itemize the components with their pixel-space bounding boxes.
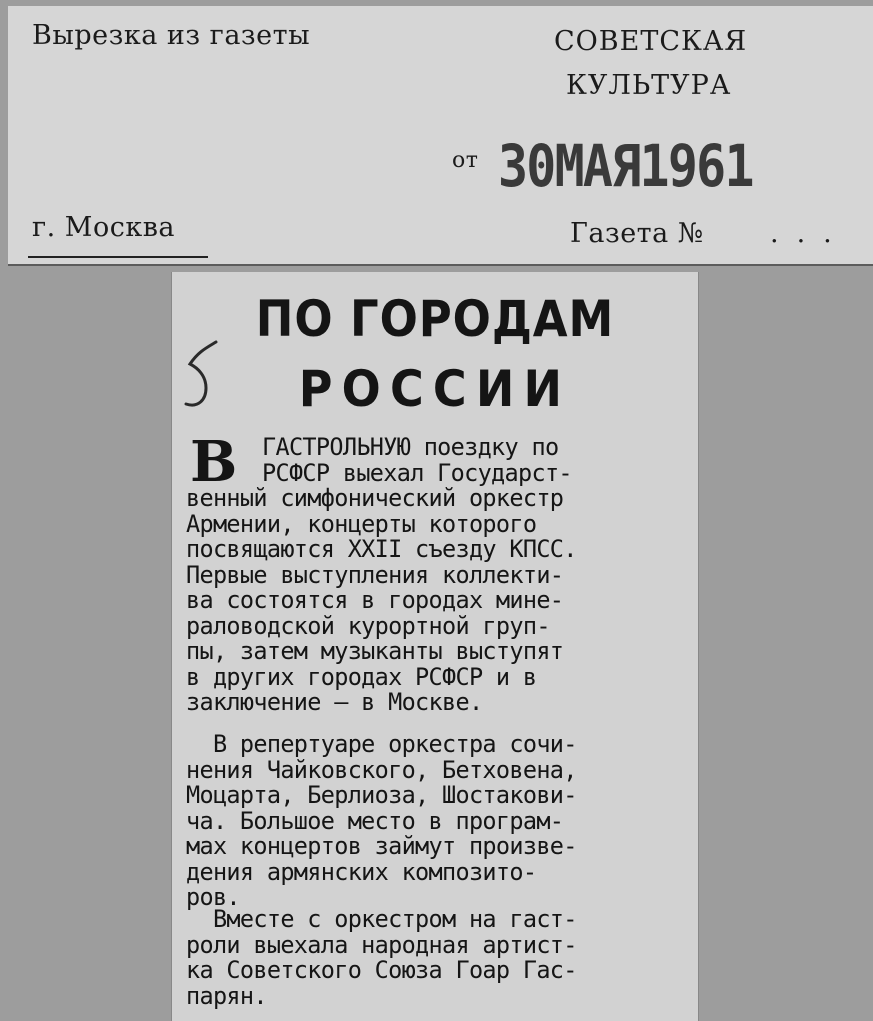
paragraph-1-opening: ГАСТРОЛЬНУЮ поездку по РСФСР выехал Государст- — [262, 433, 572, 487]
date-stamp: 30МАЯ1961 — [498, 132, 753, 200]
city-label: г. Москва — [32, 212, 176, 243]
headline-line2: РОССИИ — [298, 360, 572, 418]
source-label: Вырезка из газеты — [32, 20, 311, 51]
paragraph-2: В репертуаре оркестра сочи- нения Чайковского, Бетховена, Моцарта, Берлиоза, Шостакови- ча. Большое место в програм- мах концертов займут произве- дения армянских композито- ров. — [186, 730, 577, 911]
newspaper-name-line1: СОВЕТСКАЯ — [554, 26, 748, 57]
newspaper-name-line2: КУЛЬТУРА — [566, 70, 732, 101]
date-prefix: от — [452, 148, 479, 173]
headline-line1: ПО ГОРОДАМ — [255, 290, 615, 348]
paragraph-1: венный симфонический оркестр Армении, концерты которого посвящаются XXII съезду КПСС. Первые выступления коллекти- ва состоятся в городах мине- раловодской курортной груп- пы, затем музыканты выступят в других городах РСФСР и в заключение — в Москве. — [186, 484, 577, 716]
newspaper-clipping — [172, 272, 698, 1021]
paragraph-3: Вместе с оркестром на гаст- роли выехала народная артист- ка Советского Союза Гоар Гас- парян. — [186, 905, 577, 1010]
issue-number-dots: ... — [770, 218, 850, 249]
issue-number-label: Газета № — [570, 218, 704, 249]
handwritten-mark-icon — [176, 338, 222, 422]
clipping-label-card — [8, 6, 873, 266]
city-underline — [28, 256, 208, 258]
drop-cap: В — [190, 429, 238, 495]
